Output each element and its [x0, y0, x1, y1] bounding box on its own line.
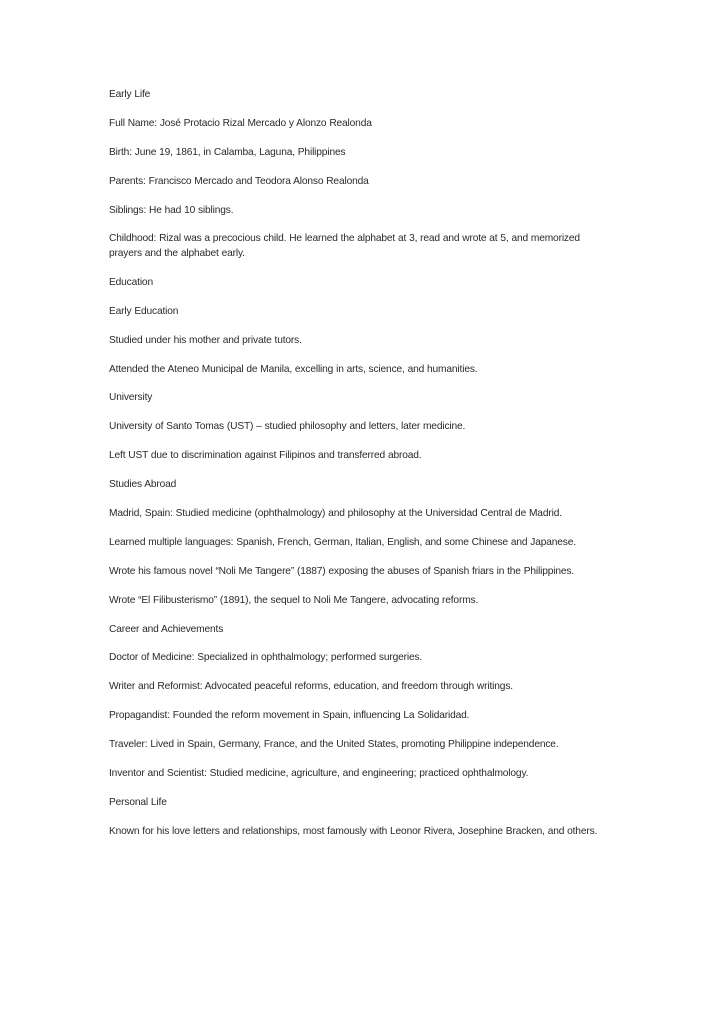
heading-career: Career and Achievements [109, 623, 224, 635]
doctor-line: Doctor of Medicine: Specialized in ophthalmology; performed surgeries. [109, 652, 423, 664]
document-body [109, 88, 614, 854]
love-letters-paragraph: Known for his love letters and relationships, most famously with Leonor Rivera, Josephine Bracken, and others. [109, 825, 598, 837]
parents-line: Parents: Francisco Mercado and Teodora Alonso Realonda [109, 175, 369, 187]
ateneo-line: Attended the Ateneo Municipal de Manila, excelling in arts, science, and humanities. [109, 363, 478, 375]
left-ust-line: Left UST due to discrimination against Filipinos and transferred abroad. [109, 450, 422, 462]
ust-line: University of Santo Tomas (UST) – studied philosophy and letters, later medicine. [109, 421, 466, 433]
subheading-early-education: Early Education [109, 305, 179, 317]
tutors-line: Studied under his mother and private tutors. [109, 334, 302, 346]
propagandist-line: Propagandist: Founded the reform movement in Spain, influencing La Solidaridad. [109, 710, 470, 722]
inventor-line: Inventor and Scientist: Studied medicine, agriculture, and engineering; practiced ophthalmology. [109, 767, 529, 779]
writer-line: Writer and Reformist: Advocated peaceful reforms, education, and freedom through writings. [109, 681, 513, 693]
heading-early-life: Early Life [109, 89, 151, 100]
childhood-paragraph: Childhood: Rizal was a precocious child. He learned the alphabet at 3, read and wrote at 5, and memorized prayers and the alphabet early. [109, 233, 580, 259]
siblings-line: Siblings: He had 10 siblings. [109, 204, 234, 216]
languages-paragraph: Learned multiple languages: Spanish, French, German, Italian, English, and some Chinese and Japanese. [109, 536, 576, 548]
birth-line: Birth: June 19, 1861, in Calamba, Laguna, Philippines [109, 146, 346, 158]
heading-personal-life: Personal Life [109, 796, 167, 808]
heading-education: Education [109, 276, 153, 288]
traveler-line: Traveler: Lived in Spain, Germany, France, and the United States, promoting Philippine independence. [109, 739, 559, 751]
noli-paragraph: Wrote his famous novel “Noli Me Tangere” (1887) exposing the abuses of Spanish friars in the Philippines. [109, 565, 575, 577]
full-name-line: Full Name: José Protacio Rizal Mercado y Alonzo Realonda [109, 117, 372, 129]
subheading-studies-abroad: Studies Abroad [109, 479, 177, 491]
madrid-paragraph: Madrid, Spain: Studied medicine (ophthalmology) and philosophy at the Universidad Central de Madrid. [109, 507, 562, 519]
subheading-university: University [109, 392, 153, 404]
fili-line: Wrote “El Filibusterismo” (1891), the sequel to Noli Me Tangere, advocating reforms. [109, 594, 479, 606]
